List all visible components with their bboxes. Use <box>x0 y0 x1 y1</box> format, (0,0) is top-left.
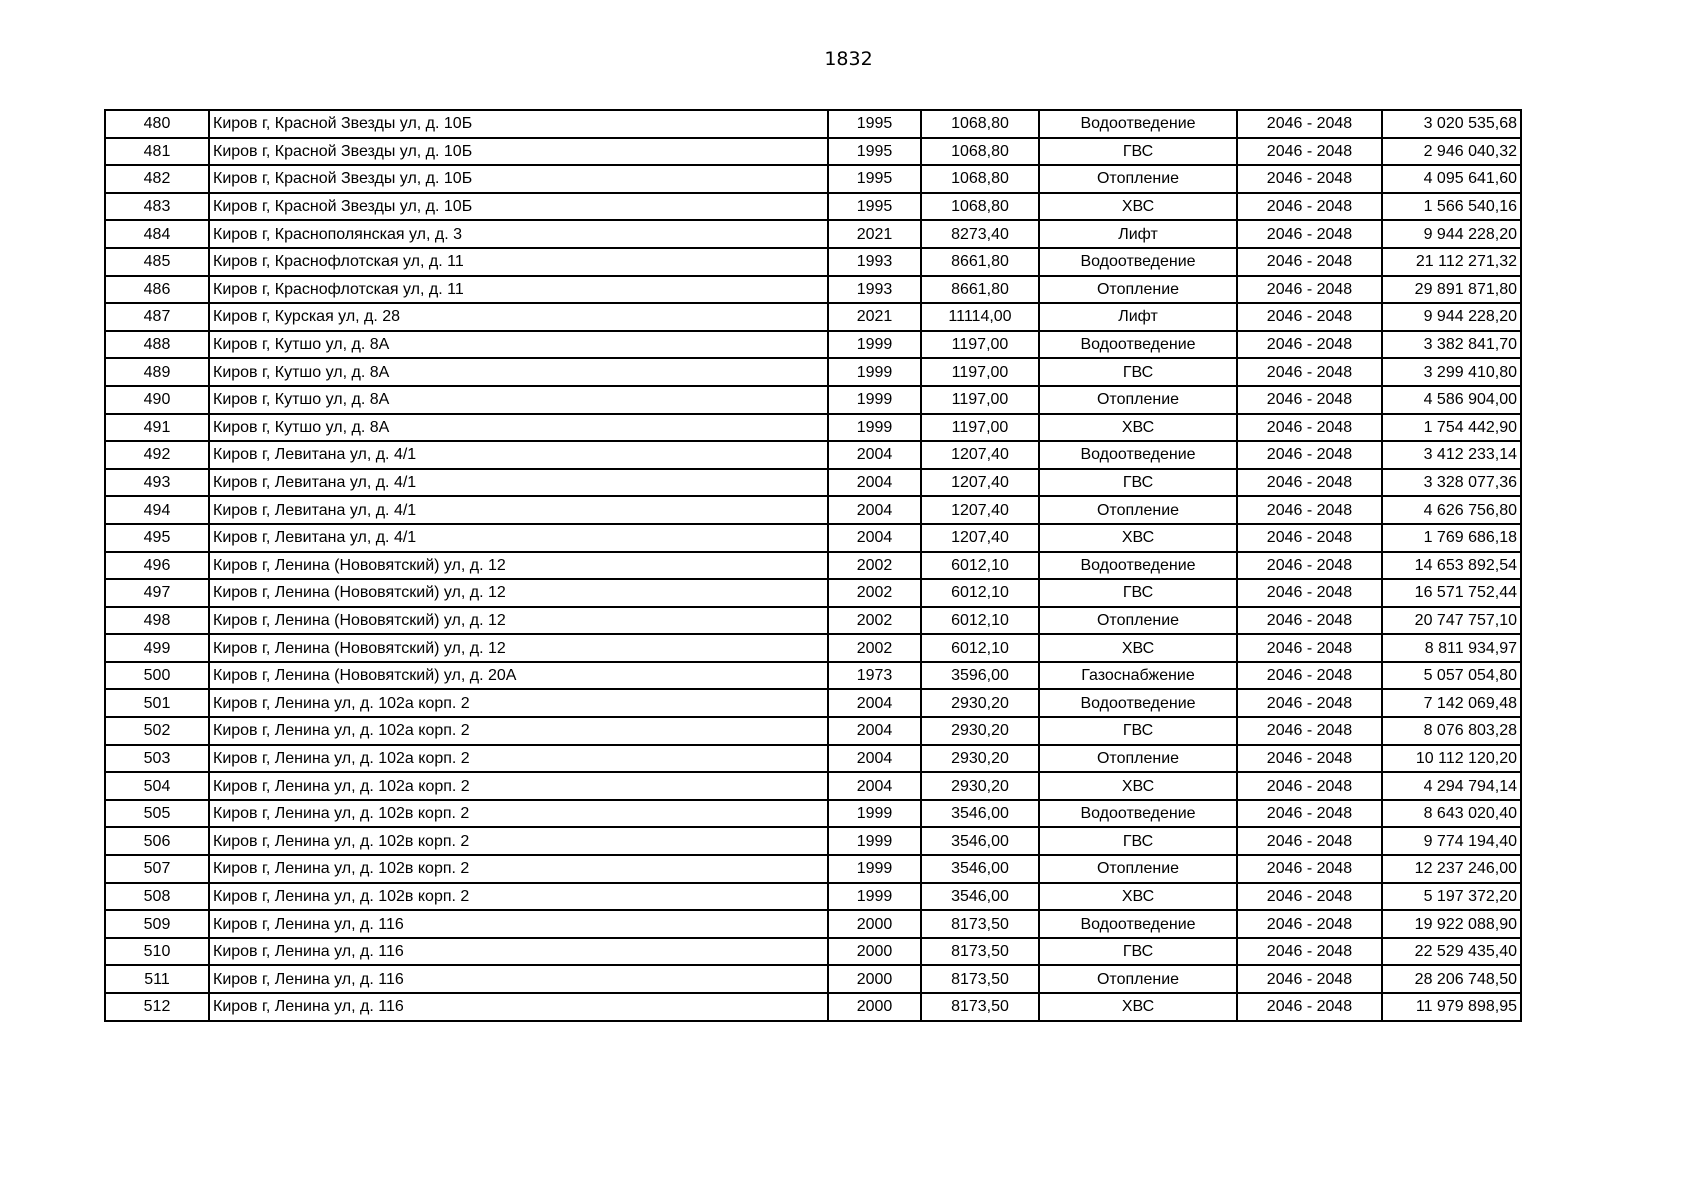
period-cell: 2046 - 2048 <box>1237 607 1382 635</box>
address-cell: Киров г, Краснофлотская ул, д. 11 <box>209 276 828 304</box>
service-type-cell: Лифт <box>1039 303 1237 331</box>
period-cell: 2046 - 2048 <box>1237 855 1382 883</box>
cost-cell: 19 922 088,90 <box>1382 910 1521 938</box>
table-row <box>105 303 1521 331</box>
address-cell: Киров г, Красной Звезды ул, д. 10Б <box>209 110 828 138</box>
period-cell: 2046 - 2048 <box>1237 883 1382 911</box>
service-type-cell: ГВС <box>1039 938 1237 966</box>
service-type-cell: Водоотведение <box>1039 689 1237 717</box>
row-number-cell: 509 <box>105 910 209 938</box>
repair-schedule-table <box>104 109 1522 1022</box>
year-cell: 1999 <box>828 358 921 386</box>
address-cell: Киров г, Ленина (Нововятский) ул, д. 12 <box>209 579 828 607</box>
period-cell: 2046 - 2048 <box>1237 441 1382 469</box>
year-cell: 2004 <box>828 524 921 552</box>
year-cell: 1999 <box>828 331 921 359</box>
period-cell: 2046 - 2048 <box>1237 965 1382 993</box>
period-cell: 2046 - 2048 <box>1237 745 1382 773</box>
row-number-cell: 481 <box>105 138 209 166</box>
service-type-cell: Водоотведение <box>1039 910 1237 938</box>
address-cell: Киров г, Ленина (Нововятский) ул, д. 20А <box>209 662 828 690</box>
table-row <box>105 358 1521 386</box>
cost-cell: 11 979 898,95 <box>1382 993 1521 1021</box>
row-number-cell: 484 <box>105 220 209 248</box>
service-type-cell: Водоотведение <box>1039 552 1237 580</box>
address-cell: Киров г, Ленина ул, д. 116 <box>209 938 828 966</box>
service-type-cell: Водоотведение <box>1039 331 1237 359</box>
cost-cell: 3 412 233,14 <box>1382 441 1521 469</box>
year-cell: 1993 <box>828 276 921 304</box>
cost-cell: 1 769 686,18 <box>1382 524 1521 552</box>
period-cell: 2046 - 2048 <box>1237 662 1382 690</box>
year-cell: 1999 <box>828 414 921 442</box>
cost-cell: 2 946 040,32 <box>1382 138 1521 166</box>
year-cell: 1999 <box>828 883 921 911</box>
area-cell: 2930,20 <box>921 717 1039 745</box>
table-row <box>105 248 1521 276</box>
address-cell: Киров г, Кутшо ул, д. 8А <box>209 358 828 386</box>
address-cell: Киров г, Красной Звезды ул, д. 10Б <box>209 165 828 193</box>
service-type-cell: ХВС <box>1039 524 1237 552</box>
period-cell: 2046 - 2048 <box>1237 827 1382 855</box>
service-type-cell: ХВС <box>1039 193 1237 221</box>
cost-cell: 4 626 756,80 <box>1382 496 1521 524</box>
service-type-cell: ГВС <box>1039 138 1237 166</box>
year-cell: 1995 <box>828 110 921 138</box>
cost-cell: 20 747 757,10 <box>1382 607 1521 635</box>
row-number-cell: 511 <box>105 965 209 993</box>
table-row <box>105 883 1521 911</box>
row-number-cell: 490 <box>105 386 209 414</box>
row-number-cell: 487 <box>105 303 209 331</box>
table-row <box>105 938 1521 966</box>
cost-cell: 9 774 194,40 <box>1382 827 1521 855</box>
year-cell: 1995 <box>828 138 921 166</box>
year-cell: 2004 <box>828 745 921 773</box>
period-cell: 2046 - 2048 <box>1237 469 1382 497</box>
area-cell: 2930,20 <box>921 745 1039 773</box>
row-number-cell: 480 <box>105 110 209 138</box>
year-cell: 2004 <box>828 496 921 524</box>
table-row <box>105 689 1521 717</box>
cost-cell: 1 754 442,90 <box>1382 414 1521 442</box>
cost-cell: 8 643 020,40 <box>1382 800 1521 828</box>
row-number-cell: 493 <box>105 469 209 497</box>
period-cell: 2046 - 2048 <box>1237 938 1382 966</box>
page-number: 1832 <box>824 48 873 70</box>
cost-cell: 29 891 871,80 <box>1382 276 1521 304</box>
period-cell: 2046 - 2048 <box>1237 689 1382 717</box>
table-row <box>105 331 1521 359</box>
cost-cell: 12 237 246,00 <box>1382 855 1521 883</box>
year-cell: 2002 <box>828 552 921 580</box>
area-cell: 1068,80 <box>921 138 1039 166</box>
table-row <box>105 827 1521 855</box>
period-cell: 2046 - 2048 <box>1237 110 1382 138</box>
period-cell: 2046 - 2048 <box>1237 800 1382 828</box>
address-cell: Киров г, Ленина ул, д. 102а корп. 2 <box>209 745 828 773</box>
table-row <box>105 662 1521 690</box>
cost-cell: 4 095 641,60 <box>1382 165 1521 193</box>
service-type-cell: ХВС <box>1039 883 1237 911</box>
area-cell: 8173,50 <box>921 938 1039 966</box>
service-type-cell: ГВС <box>1039 469 1237 497</box>
year-cell: 1999 <box>828 386 921 414</box>
address-cell: Киров г, Левитана ул, д. 4/1 <box>209 441 828 469</box>
service-type-cell: Водоотведение <box>1039 248 1237 276</box>
year-cell: 2000 <box>828 993 921 1021</box>
period-cell: 2046 - 2048 <box>1237 276 1382 304</box>
table-row <box>105 496 1521 524</box>
row-number-cell: 483 <box>105 193 209 221</box>
service-type-cell: ХВС <box>1039 772 1237 800</box>
table-row <box>105 855 1521 883</box>
period-cell: 2046 - 2048 <box>1237 634 1382 662</box>
year-cell: 2002 <box>828 607 921 635</box>
year-cell: 2000 <box>828 910 921 938</box>
table-row <box>105 745 1521 773</box>
table-row <box>105 386 1521 414</box>
row-number-cell: 485 <box>105 248 209 276</box>
cost-cell: 3 299 410,80 <box>1382 358 1521 386</box>
table-row <box>105 193 1521 221</box>
year-cell: 2021 <box>828 303 921 331</box>
address-cell: Киров г, Ленина ул, д. 116 <box>209 993 828 1021</box>
area-cell: 6012,10 <box>921 579 1039 607</box>
address-cell: Киров г, Ленина (Нововятский) ул, д. 12 <box>209 634 828 662</box>
table-row <box>105 910 1521 938</box>
row-number-cell: 499 <box>105 634 209 662</box>
service-type-cell: ГВС <box>1039 579 1237 607</box>
table-row <box>105 110 1521 138</box>
address-cell: Киров г, Ленина (Нововятский) ул, д. 12 <box>209 607 828 635</box>
row-number-cell: 482 <box>105 165 209 193</box>
period-cell: 2046 - 2048 <box>1237 579 1382 607</box>
service-type-cell: Отопление <box>1039 386 1237 414</box>
address-cell: Киров г, Ленина ул, д. 102в корп. 2 <box>209 883 828 911</box>
area-cell: 2930,20 <box>921 772 1039 800</box>
area-cell: 8173,50 <box>921 965 1039 993</box>
row-number-cell: 494 <box>105 496 209 524</box>
cost-cell: 5 197 372,20 <box>1382 883 1521 911</box>
area-cell: 1207,40 <box>921 441 1039 469</box>
area-cell: 1197,00 <box>921 331 1039 359</box>
service-type-cell: Газоснабжение <box>1039 662 1237 690</box>
table-row <box>105 524 1521 552</box>
year-cell: 2004 <box>828 772 921 800</box>
service-type-cell: ГВС <box>1039 717 1237 745</box>
table-row <box>105 276 1521 304</box>
year-cell: 2004 <box>828 441 921 469</box>
period-cell: 2046 - 2048 <box>1237 414 1382 442</box>
year-cell: 2002 <box>828 634 921 662</box>
service-type-cell: Отопление <box>1039 965 1237 993</box>
row-number-cell: 502 <box>105 717 209 745</box>
cost-cell: 5 057 054,80 <box>1382 662 1521 690</box>
address-cell: Киров г, Краснофлотская ул, д. 11 <box>209 248 828 276</box>
cost-cell: 16 571 752,44 <box>1382 579 1521 607</box>
service-type-cell: Водоотведение <box>1039 110 1237 138</box>
row-number-cell: 498 <box>105 607 209 635</box>
service-type-cell: ХВС <box>1039 993 1237 1021</box>
period-cell: 2046 - 2048 <box>1237 993 1382 1021</box>
area-cell: 8661,80 <box>921 248 1039 276</box>
address-cell: Киров г, Красной Звезды ул, д. 10Б <box>209 138 828 166</box>
row-number-cell: 488 <box>105 331 209 359</box>
cost-cell: 4 586 904,00 <box>1382 386 1521 414</box>
row-number-cell: 510 <box>105 938 209 966</box>
area-cell: 1207,40 <box>921 469 1039 497</box>
address-cell: Киров г, Левитана ул, д. 4/1 <box>209 496 828 524</box>
row-number-cell: 503 <box>105 745 209 773</box>
table-row <box>105 634 1521 662</box>
area-cell: 3546,00 <box>921 827 1039 855</box>
cost-cell: 3 020 535,68 <box>1382 110 1521 138</box>
row-number-cell: 496 <box>105 552 209 580</box>
cost-cell: 1 566 540,16 <box>1382 193 1521 221</box>
year-cell: 2004 <box>828 689 921 717</box>
area-cell: 8273,40 <box>921 220 1039 248</box>
service-type-cell: Водоотведение <box>1039 800 1237 828</box>
area-cell: 8173,50 <box>921 910 1039 938</box>
year-cell: 2004 <box>828 717 921 745</box>
address-cell: Киров г, Ленина ул, д. 102а корп. 2 <box>209 689 828 717</box>
cost-cell: 9 944 228,20 <box>1382 303 1521 331</box>
table-row <box>105 772 1521 800</box>
row-number-cell: 506 <box>105 827 209 855</box>
service-type-cell: ХВС <box>1039 414 1237 442</box>
period-cell: 2046 - 2048 <box>1237 496 1382 524</box>
area-cell: 1207,40 <box>921 524 1039 552</box>
area-cell: 1068,80 <box>921 165 1039 193</box>
address-cell: Киров г, Курская ул, д. 28 <box>209 303 828 331</box>
year-cell: 2000 <box>828 965 921 993</box>
year-cell: 2000 <box>828 938 921 966</box>
service-type-cell: Отопление <box>1039 276 1237 304</box>
service-type-cell: Отопление <box>1039 607 1237 635</box>
year-cell: 1973 <box>828 662 921 690</box>
service-type-cell: Отопление <box>1039 165 1237 193</box>
table-row <box>105 607 1521 635</box>
year-cell: 1995 <box>828 193 921 221</box>
address-cell: Киров г, Кутшо ул, д. 8А <box>209 331 828 359</box>
row-number-cell: 500 <box>105 662 209 690</box>
area-cell: 1068,80 <box>921 110 1039 138</box>
cost-cell: 8 076 803,28 <box>1382 717 1521 745</box>
year-cell: 2002 <box>828 579 921 607</box>
period-cell: 2046 - 2048 <box>1237 138 1382 166</box>
row-number-cell: 497 <box>105 579 209 607</box>
row-number-cell: 508 <box>105 883 209 911</box>
area-cell: 3546,00 <box>921 800 1039 828</box>
area-cell: 8661,80 <box>921 276 1039 304</box>
year-cell: 2021 <box>828 220 921 248</box>
service-type-cell: Водоотведение <box>1039 441 1237 469</box>
address-cell: Киров г, Ленина ул, д. 102а корп. 2 <box>209 717 828 745</box>
year-cell: 1995 <box>828 165 921 193</box>
row-number-cell: 504 <box>105 772 209 800</box>
address-cell: Киров г, Ленина ул, д. 102а корп. 2 <box>209 772 828 800</box>
cost-cell: 14 653 892,54 <box>1382 552 1521 580</box>
row-number-cell: 495 <box>105 524 209 552</box>
address-cell: Киров г, Ленина ул, д. 102в корп. 2 <box>209 800 828 828</box>
cost-cell: 4 294 794,14 <box>1382 772 1521 800</box>
address-cell: Киров г, Левитана ул, д. 4/1 <box>209 469 828 497</box>
service-type-cell: ГВС <box>1039 358 1237 386</box>
table-row <box>105 165 1521 193</box>
period-cell: 2046 - 2048 <box>1237 717 1382 745</box>
service-type-cell: ГВС <box>1039 827 1237 855</box>
table-row <box>105 138 1521 166</box>
cost-cell: 7 142 069,48 <box>1382 689 1521 717</box>
period-cell: 2046 - 2048 <box>1237 910 1382 938</box>
row-number-cell: 507 <box>105 855 209 883</box>
service-type-cell: Отопление <box>1039 745 1237 773</box>
year-cell: 1999 <box>828 800 921 828</box>
table-row <box>105 414 1521 442</box>
table-row <box>105 965 1521 993</box>
address-cell: Киров г, Ленина ул, д. 102в корп. 2 <box>209 827 828 855</box>
period-cell: 2046 - 2048 <box>1237 248 1382 276</box>
row-number-cell: 492 <box>105 441 209 469</box>
period-cell: 2046 - 2048 <box>1237 386 1382 414</box>
cost-cell: 9 944 228,20 <box>1382 220 1521 248</box>
period-cell: 2046 - 2048 <box>1237 331 1382 359</box>
table-row <box>105 469 1521 497</box>
area-cell: 1197,00 <box>921 414 1039 442</box>
row-number-cell: 512 <box>105 993 209 1021</box>
table-row <box>105 220 1521 248</box>
service-type-cell: Отопление <box>1039 855 1237 883</box>
area-cell: 1207,40 <box>921 496 1039 524</box>
address-cell: Киров г, Краснополянская ул, д. 3 <box>209 220 828 248</box>
area-cell: 3596,00 <box>921 662 1039 690</box>
area-cell: 11114,00 <box>921 303 1039 331</box>
period-cell: 2046 - 2048 <box>1237 358 1382 386</box>
row-number-cell: 505 <box>105 800 209 828</box>
area-cell: 3546,00 <box>921 883 1039 911</box>
area-cell: 6012,10 <box>921 552 1039 580</box>
service-type-cell: ХВС <box>1039 634 1237 662</box>
address-cell: Киров г, Ленина (Нововятский) ул, д. 12 <box>209 552 828 580</box>
year-cell: 2004 <box>828 469 921 497</box>
address-cell: Киров г, Левитана ул, д. 4/1 <box>209 524 828 552</box>
service-type-cell: Лифт <box>1039 220 1237 248</box>
area-cell: 6012,10 <box>921 607 1039 635</box>
period-cell: 2046 - 2048 <box>1237 524 1382 552</box>
area-cell: 1197,00 <box>921 386 1039 414</box>
table-row <box>105 800 1521 828</box>
cost-cell: 22 529 435,40 <box>1382 938 1521 966</box>
row-number-cell: 501 <box>105 689 209 717</box>
period-cell: 2046 - 2048 <box>1237 165 1382 193</box>
area-cell: 3546,00 <box>921 855 1039 883</box>
address-cell: Киров г, Ленина ул, д. 116 <box>209 910 828 938</box>
area-cell: 2930,20 <box>921 689 1039 717</box>
cost-cell: 10 112 120,20 <box>1382 745 1521 773</box>
address-cell: Киров г, Ленина ул, д. 116 <box>209 965 828 993</box>
period-cell: 2046 - 2048 <box>1237 552 1382 580</box>
period-cell: 2046 - 2048 <box>1237 220 1382 248</box>
table-row <box>105 552 1521 580</box>
row-number-cell: 486 <box>105 276 209 304</box>
cost-cell: 21 112 271,32 <box>1382 248 1521 276</box>
year-cell: 1999 <box>828 827 921 855</box>
table-row <box>105 441 1521 469</box>
cost-cell: 3 382 841,70 <box>1382 331 1521 359</box>
service-type-cell: Отопление <box>1039 496 1237 524</box>
address-cell: Киров г, Ленина ул, д. 102в корп. 2 <box>209 855 828 883</box>
cost-cell: 28 206 748,50 <box>1382 965 1521 993</box>
address-cell: Киров г, Красной Звезды ул, д. 10Б <box>209 193 828 221</box>
table-body <box>105 110 1521 1021</box>
year-cell: 1993 <box>828 248 921 276</box>
cost-cell: 3 328 077,36 <box>1382 469 1521 497</box>
area-cell: 1068,80 <box>921 193 1039 221</box>
row-number-cell: 491 <box>105 414 209 442</box>
address-cell: Киров г, Кутшо ул, д. 8А <box>209 414 828 442</box>
area-cell: 6012,10 <box>921 634 1039 662</box>
address-cell: Киров г, Кутшо ул, д. 8А <box>209 386 828 414</box>
table-row <box>105 717 1521 745</box>
period-cell: 2046 - 2048 <box>1237 303 1382 331</box>
table-row <box>105 579 1521 607</box>
row-number-cell: 489 <box>105 358 209 386</box>
area-cell: 8173,50 <box>921 993 1039 1021</box>
year-cell: 1999 <box>828 855 921 883</box>
period-cell: 2046 - 2048 <box>1237 772 1382 800</box>
period-cell: 2046 - 2048 <box>1237 193 1382 221</box>
area-cell: 1197,00 <box>921 358 1039 386</box>
cost-cell: 8 811 934,97 <box>1382 634 1521 662</box>
table-row <box>105 993 1521 1021</box>
